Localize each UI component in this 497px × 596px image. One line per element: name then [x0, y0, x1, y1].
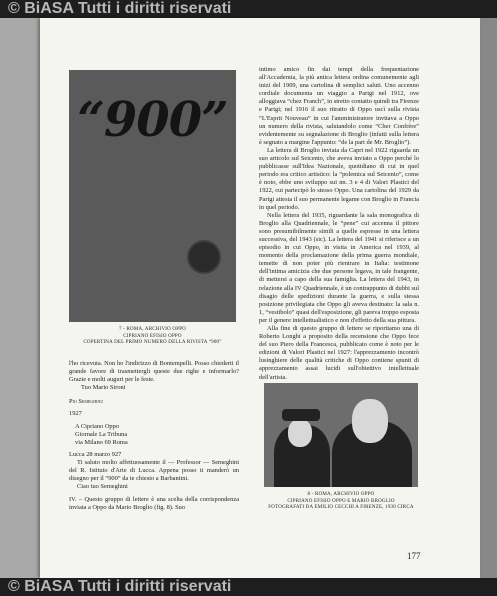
copyright-banner-bottom: © BiASA Tutti i diritti riservati	[0, 578, 497, 596]
caption-line: COPERTINA DEL PRIMO NUMERO DELLA RIVISTA “900”	[83, 340, 222, 345]
left-margin-shade	[0, 18, 40, 578]
figure-caption-8	[262, 492, 420, 512]
magazine-cover-image	[69, 70, 236, 322]
face-right	[352, 399, 388, 443]
paragraph: 1927	[69, 410, 82, 418]
paragraph: La lettera di Broglio inviata da Capri nel 1922 riguarda un suo articolo sul Seicento, che aveva inviato a Oppo perché lo pubblicasse sull'Idea Nazionale, quotidiano di cui in quel periodo era critico artistico: la “polemica sul Seicento”, come è noto, ebbe uno sviluppo sui nn. 3 e 4 di Valori Plastici del 1922, cui partecipò lo stesso Oppo. Una cartolina del 1929 da Parigi attesta il suo permanente legame con Broglio in Francia in quel periodo.	[259, 146, 419, 211]
figure-caption-7	[69, 327, 236, 347]
hat	[282, 409, 320, 421]
address-line: A Cipriano Oppo	[75, 422, 120, 430]
paragraph: l'ho ricevuta. Non ho l'indirizzo di Bontempelli. Posso chiederti il grande favore di trasmettergli queste due righe e informarlo? Grazie e molti auguri per le feste.	[69, 360, 239, 384]
address-line: Giornale La Tribuna	[75, 430, 128, 438]
photo-oppo-broglio	[264, 383, 418, 487]
caption-line: 7 - ROMA, ARCHIVIO OPPO	[119, 327, 186, 332]
book-edge	[480, 18, 497, 578]
paragraph: Alla fine di questo gruppo di lettere se riportiamo una di Roberto Longhi a proposito della recensione che Oppo fece del suo Piero della Francesca, pubblicato come è noto per le edizioni di Valori Plastici nel 1927: l'apprezzamento incontrò lusinghiere delle qualità critiche di Oppo contiene spunti di apprezzamento assai lucidi sull'obiettivo intellettuale dell'artista.	[259, 325, 419, 381]
left-column-text	[69, 360, 239, 513]
signature-line: Ciao tuo Semeghini	[77, 483, 128, 491]
paragraph: Nella lettera del 1935, riguardante la sala monografica di Broglio alla Quadriennale, le “pene” cui accenna il pittore sono presumibilmente simili a quelle espresse in una lettera successiva, del 1943 (sic). La lettera del 1941 si riferisce a un episodio in cui Oppo, in visita in America nel 1939, al momento della proclamazione della prima guerra mondiale, temette di non poter più rientrare in Italia: testimone dell'intima amicizia che due persone legava, in tale frangente, di mettersi a capo della sua famiglia. La lettera del 1943, in relazione alla IV Quadriennale, è un contrappunto di dubbi sul disagio delle spedizioni durante la guerra, e sulla stessa posizione privilegiata che Oppo gli aveva destinato: la sala n. 1, “vestibolo” quasi dell'esposizione, gli pareva troppo esposta per il genere intellettualistico e non d'effetto della sua pittura.	[259, 211, 419, 324]
date-line: Lucca 28 marzo 927	[69, 450, 122, 458]
caption-line: CIPRIANO EFISIO OPPO E MARIO BROGLIO	[287, 498, 395, 504]
cover-medallion	[187, 240, 221, 274]
signature-line: Tuo Mario Sironi	[81, 384, 126, 392]
caption-line: CIPRIANO EFISIO OPPO	[123, 333, 182, 339]
paragraph: intimo amico fin dai tempi della frequentazione all'Accademia, la più antica lettera ordina comunemente agli inizi del 1909, una cartolina di semplici saluti. Uno accenno cordiale documenta un viaggio a Parigi nel 1912, ove alloggiava “chez Franch”, in stretto contatto quindi tra Firenze e Parigi; nel 1916 il suo ritratto di Oppo uscì sulla rivista “L'Esprit Nouveau” in cui l'amministratore invitava a Oppo un numero della rivista, salutandolo come “Cher Confrère” evidentemente su segnalazione di Broglio (infatti sulla lettera è segnato a margine l'appunto: “de la part de Mr. Broglio”).	[259, 66, 419, 146]
address-line: via Milano 69 Roma	[75, 438, 128, 446]
page-number: 177	[407, 551, 421, 561]
caption-line: 8 - ROMA, ARCHIVIO OPPO	[307, 492, 375, 497]
caption-line: FOTOGRAFATI DA EMILIO CECCHI A FIRENZE, 1930 CIRCA	[268, 505, 414, 510]
paragraph: Ti saluto molto affettuosamente il — Professor — Semeghini del R. Istituto d'Arte di Lucca. Appena posso ti manderò un disegno per il “900” da te chiesto a Barbantini.	[69, 458, 239, 483]
cover-title: “900”	[77, 92, 228, 148]
paragraph: IV. – Questo gruppo di lettere è una scelta della corrispondenza inviata a Oppo da Mario Broglio (fig. 8). Suo	[69, 496, 239, 512]
face-left	[288, 419, 312, 447]
right-column-text	[259, 66, 419, 382]
section-label: Pio Semeghini:	[69, 398, 104, 406]
copyright-banner-top: © BiASA Tutti i diritti riservati	[0, 0, 497, 18]
